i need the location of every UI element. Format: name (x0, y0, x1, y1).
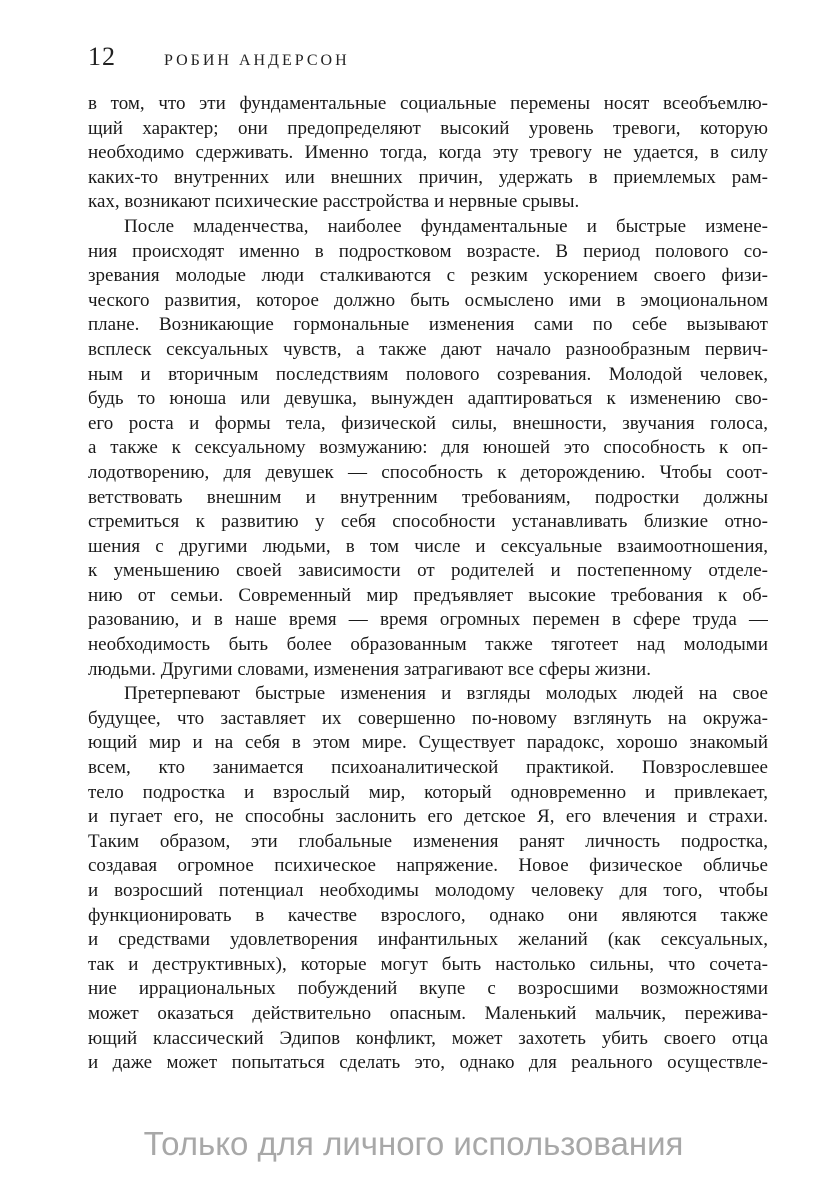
text-line: После младенчества, наиболее фундаментальные и быстрые измене- (124, 215, 768, 237)
text-line: Претерпевают быстрые изменения и взгляды молодых людей на свое (124, 683, 768, 705)
text-line: будь то юноша или девушка, вынужден адаптироваться к изменению сво- (88, 388, 768, 410)
text-line: всем, кто занимается психоаналитической практикой. Повзрослевшее (88, 757, 768, 779)
text-line: людьми. Другими словами, изменения затрагивают все сферы жизни. (88, 658, 651, 680)
text-line: стремиться к развитию у себя способности устанавливать близкие отно- (88, 511, 768, 533)
text-line: необходимость быть более образованным также тяготеет над молодыми (88, 634, 768, 656)
text-line: создавая огромное психическое напряжение. Новое физическое обличье (88, 855, 768, 877)
paragraph-3 (88, 682, 768, 1076)
running-head (88, 42, 350, 76)
text-line: и возросший потенциал необходимы молодому человеку для того, чтобы (88, 880, 768, 901)
text-line: всплеск сексуальных чувств, а также дают начало разнообразным первич- (88, 338, 768, 360)
text-line: ветствовать внешним и внутренним требованиям, подростки должны (88, 486, 768, 508)
text-line: лодотворению, для девушек — способность к деторождению. Чтобы соот- (88, 461, 768, 483)
text-line: так и деструктивных), которые могут быть настолько сильны, что сочета- (88, 953, 768, 975)
text-line: тело подростка и взрослый мир, который одновременно и привлекает, (88, 781, 768, 803)
text-line: и средствами удовлетворения инфантильных желаний (как сексуальных, (88, 929, 768, 951)
text-line: может оказаться действительно опасным. Маленький мальчик, пережива- (88, 1002, 768, 1024)
text-line: к уменьшению своей зависимости от родителей и постепенному отделе- (88, 560, 768, 582)
text-line: в том, что эти фундаментальные социальные перемены носят всеобъемлю- (88, 93, 768, 114)
text-line: ным и вторичным последствиям полового созревания. Молодой человек, (88, 363, 768, 385)
text-line: будущее, что заставляет их совершенно по-новому взглянуть на окружа- (88, 707, 768, 729)
text-line: плане. Возникающие гормональные изменения сами по себе вызывают (88, 314, 768, 336)
text-line: ния происходят именно в подростковом возрасте. В период полового со- (88, 240, 768, 262)
text-line: Таким образом, эти глобальные изменения ранят личность подростка, (88, 830, 768, 852)
text-line: функционировать в качестве взрослого, однако они являются также (88, 904, 768, 926)
text-line: необходимо сдерживать. Именно тогда, когда эту тревогу не удается, в силу (88, 142, 768, 164)
running-head-author: РОБИН АНДЕРСОН (164, 52, 350, 69)
text-line: разованию, и в наше время — время огромных перемен в сфере труда — (88, 609, 768, 631)
page-number: 12 (88, 42, 116, 71)
text-line: ющий мир и на себя в этом мире. Существует парадокс, хорошо знакомый (88, 732, 768, 754)
page-body (88, 92, 768, 1076)
text-line: ющий классический Эдипов конфликт, может захотеть убить своего отца (88, 1027, 768, 1049)
text-line: ческого развития, которое должно быть осмыслено ими в эмоциональном (88, 289, 768, 311)
text-line: зревания молодые люди сталкиваются с резким ускорением своего физи- (88, 265, 768, 287)
text-line: и даже может попытаться сделать это, однако для реального осуществле- (88, 1052, 768, 1074)
paragraph-1 (88, 92, 768, 215)
text-line: шения с другими людьми, в том числе и сексуальные взаимоотношения, (88, 535, 768, 557)
text-line: ках, возникают психические расстройства и нервные срывы. (88, 191, 580, 213)
text-line: его роста и формы тела, физической силы, внешности, звучания голоса, (88, 412, 768, 434)
text-line: ние иррациональных побуждений вкупе с возросшими возможностями (88, 978, 768, 1000)
text-line: а также к сексуальному возмужанию: для юношей это способность к оп- (88, 437, 768, 459)
text-line: каких-то внутренних или внешних причин, удержать в приемлемых рам- (88, 166, 768, 188)
text-line: и пугает его, не способны заслонить его детское Я, его влечения и страхи. (88, 806, 768, 828)
paragraph-2 (88, 215, 768, 682)
text-line: щий характер; они предопределяют высокий уровень тревоги, которую (88, 117, 768, 139)
text-line: нию от семьи. Современный мир предъявляет высокие требования к об- (88, 584, 768, 606)
watermark: Только для личного использования (143, 1125, 684, 1162)
